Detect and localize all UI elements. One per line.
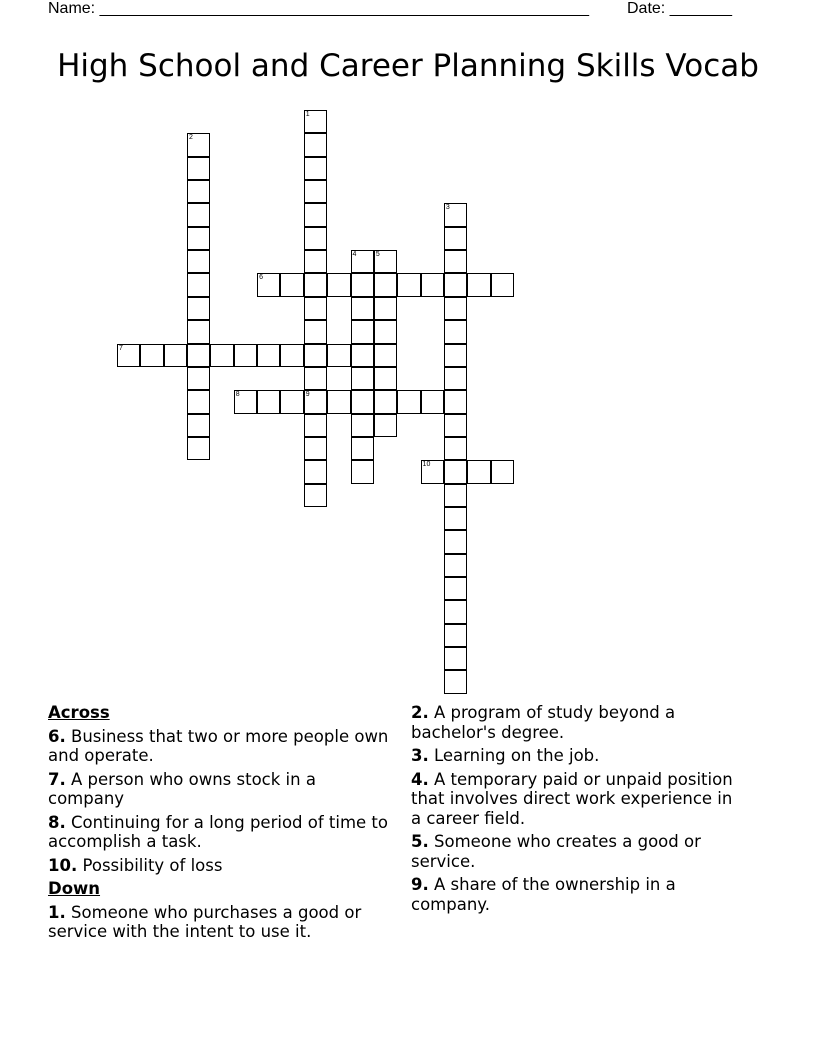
grid-cell[interactable] <box>351 320 374 343</box>
page-title: High School and Career Planning Skills Vocab <box>57 48 759 84</box>
grid-cell[interactable] <box>444 414 467 437</box>
grid-cell[interactable] <box>351 390 374 413</box>
grid-cell[interactable] <box>444 554 467 577</box>
grid-cell[interactable] <box>304 273 327 296</box>
clue-down-2 <box>411 703 741 742</box>
grid-cell[interactable] <box>234 390 257 413</box>
grid-cell[interactable] <box>257 273 280 296</box>
grid-cell[interactable] <box>351 297 374 320</box>
grid-cell[interactable] <box>351 414 374 437</box>
grid-cell[interactable] <box>397 390 420 413</box>
clue-across-8 <box>48 813 393 852</box>
grid-cell[interactable] <box>467 460 490 483</box>
cell-number: 1 <box>305 111 310 118</box>
cell-number: 5 <box>375 251 380 259</box>
grid-cell[interactable] <box>351 460 374 483</box>
grid-cell[interactable] <box>351 250 374 273</box>
grid-cell[interactable] <box>257 390 280 413</box>
across-heading: Across <box>48 703 110 722</box>
grid-cell[interactable] <box>187 180 210 203</box>
clue-down-4 <box>411 770 741 829</box>
grid-cell[interactable] <box>187 414 210 437</box>
grid-cell[interactable] <box>374 390 397 413</box>
cell-number: 8 <box>235 391 240 399</box>
grid-cell[interactable] <box>444 390 467 413</box>
clue-number: 3. <box>411 746 429 765</box>
clue-across-7 <box>48 770 393 809</box>
cell-number: 9 <box>305 391 310 399</box>
clue-number: 2. <box>411 703 429 722</box>
grid-cell[interactable] <box>187 227 210 250</box>
grid-cell[interactable] <box>304 250 327 273</box>
clue-text: A share of the ownership in a company. <box>411 875 676 914</box>
grid-cell[interactable] <box>234 344 257 367</box>
grid-cell[interactable] <box>351 273 374 296</box>
grid-cell[interactable] <box>374 320 397 343</box>
grid-cell[interactable] <box>280 344 303 367</box>
clue-number: 4. <box>411 769 429 789</box>
grid-cell[interactable] <box>327 344 350 367</box>
grid-cell[interactable] <box>444 530 467 553</box>
clue-number: 1. <box>48 902 66 922</box>
cell-number: 4 <box>352 251 357 259</box>
grid-cell[interactable] <box>351 344 374 367</box>
grid-cell[interactable] <box>444 320 467 343</box>
grid-cell[interactable] <box>444 647 467 670</box>
clue-number: 10. <box>48 855 78 875</box>
grid-cell[interactable] <box>304 157 327 180</box>
grid-cell[interactable] <box>421 390 444 413</box>
clues-right-column <box>411 703 741 918</box>
clue-text: Continuing for a long period of time to accomplish a task. <box>48 812 388 851</box>
clue-across-10 <box>48 856 393 876</box>
grid-cell[interactable] <box>304 414 327 437</box>
clue-number: 8. <box>48 812 66 832</box>
grid-cell[interactable] <box>187 344 210 367</box>
grid-cell[interactable] <box>444 670 467 693</box>
grid-cell[interactable] <box>444 344 467 367</box>
grid-cell[interactable] <box>351 437 374 460</box>
grid-cell[interactable] <box>117 344 140 367</box>
grid-cell[interactable] <box>257 344 280 367</box>
clue-number: 6. <box>48 726 66 746</box>
grid-cell[interactable] <box>491 273 514 296</box>
cell-number: 2 <box>189 134 193 142</box>
grid-cell[interactable] <box>140 344 163 367</box>
grid-cell[interactable] <box>397 273 420 296</box>
grid-cell[interactable] <box>187 157 210 180</box>
grid-cell[interactable] <box>164 344 187 367</box>
grid-cell[interactable] <box>304 203 327 226</box>
grid-cell[interactable] <box>421 273 444 296</box>
cell-number: 3 <box>445 204 450 212</box>
grid-cell[interactable] <box>444 227 467 250</box>
grid-cell[interactable] <box>374 250 397 273</box>
grid-cell[interactable] <box>304 437 327 460</box>
clue-text: Possibility of loss <box>82 855 223 875</box>
clue-text: Someone who purchases a good or service with the intent to use it. <box>48 902 362 941</box>
grid-cell[interactable] <box>187 133 210 156</box>
grid-cell[interactable] <box>304 320 327 343</box>
clue-down-5 <box>411 832 741 871</box>
grid-cell[interactable] <box>304 484 327 507</box>
grid-cell[interactable] <box>444 624 467 647</box>
grid-cell[interactable] <box>304 133 327 156</box>
grid-cell[interactable] <box>187 297 210 320</box>
grid-cell[interactable] <box>304 227 327 250</box>
grid-cell[interactable] <box>187 273 210 296</box>
grid-cell[interactable] <box>304 460 327 483</box>
grid-cell[interactable] <box>374 367 397 390</box>
grid-cell[interactable] <box>374 344 397 367</box>
clues-left-column <box>48 703 393 946</box>
grid-cell[interactable] <box>304 390 327 413</box>
grid-cell[interactable] <box>444 460 467 483</box>
grid-cell[interactable] <box>187 250 210 273</box>
grid-cell[interactable] <box>444 437 467 460</box>
clue-text: A program of study beyond a bachelor's degree. <box>411 703 676 742</box>
clue-text: A person who owns stock in a company <box>48 769 316 808</box>
grid-cell[interactable] <box>327 390 350 413</box>
cell-number: 7 <box>119 344 123 352</box>
grid-cell[interactable] <box>304 180 327 203</box>
date-field-label: Date: _______ <box>627 0 732 17</box>
clue-text: Someone who creates a good or service. <box>411 832 701 871</box>
grid-cell[interactable] <box>444 297 467 320</box>
grid-cell[interactable] <box>444 250 467 273</box>
grid-cell[interactable] <box>421 460 444 483</box>
grid-cell[interactable] <box>374 273 397 296</box>
grid-cell[interactable] <box>444 273 467 296</box>
grid-cell[interactable] <box>374 297 397 320</box>
clue-down-3 <box>411 746 741 766</box>
clue-text: A temporary paid or unpaid position that involves direct work experience in a career field. <box>411 769 733 828</box>
clue-text: Learning on the job. <box>434 746 600 765</box>
grid-cell[interactable] <box>304 367 327 390</box>
grid-cell[interactable] <box>280 390 303 413</box>
grid-cell[interactable] <box>187 437 210 460</box>
grid-cell[interactable] <box>444 507 467 530</box>
grid-cell[interactable] <box>491 460 514 483</box>
clue-number: 9. <box>411 875 429 894</box>
clue-number: 7. <box>48 769 66 789</box>
grid-cell[interactable] <box>444 367 467 390</box>
cell-number: 6 <box>259 274 263 282</box>
grid-cell[interactable] <box>187 320 210 343</box>
clue-across-6 <box>48 727 393 766</box>
grid-cell[interactable] <box>187 390 210 413</box>
grid-cell[interactable] <box>327 273 350 296</box>
grid-cell[interactable] <box>444 484 467 507</box>
grid-cell[interactable] <box>374 414 397 437</box>
cell-number: 10 <box>422 461 431 469</box>
grid-cell[interactable] <box>304 110 327 133</box>
grid-cell[interactable] <box>187 367 210 390</box>
grid-cell[interactable] <box>444 577 467 600</box>
clue-number: 5. <box>411 832 429 851</box>
clue-down-9 <box>411 875 741 914</box>
grid-cell[interactable] <box>210 344 233 367</box>
grid-cell[interactable] <box>187 203 210 226</box>
grid-cell[interactable] <box>444 203 467 226</box>
grid-cell[interactable] <box>280 273 303 296</box>
down-heading: Down <box>48 879 101 898</box>
grid-cell[interactable] <box>444 600 467 623</box>
grid-cell[interactable] <box>304 297 327 320</box>
grid-cell[interactable] <box>467 273 490 296</box>
name-field-label: Name: _______________________________________________________ <box>48 0 589 17</box>
grid-cell[interactable] <box>304 344 327 367</box>
clue-down-1 <box>48 903 393 942</box>
clue-text: Business that two or more people own and operate. <box>48 726 389 765</box>
grid-cell[interactable] <box>351 367 374 390</box>
